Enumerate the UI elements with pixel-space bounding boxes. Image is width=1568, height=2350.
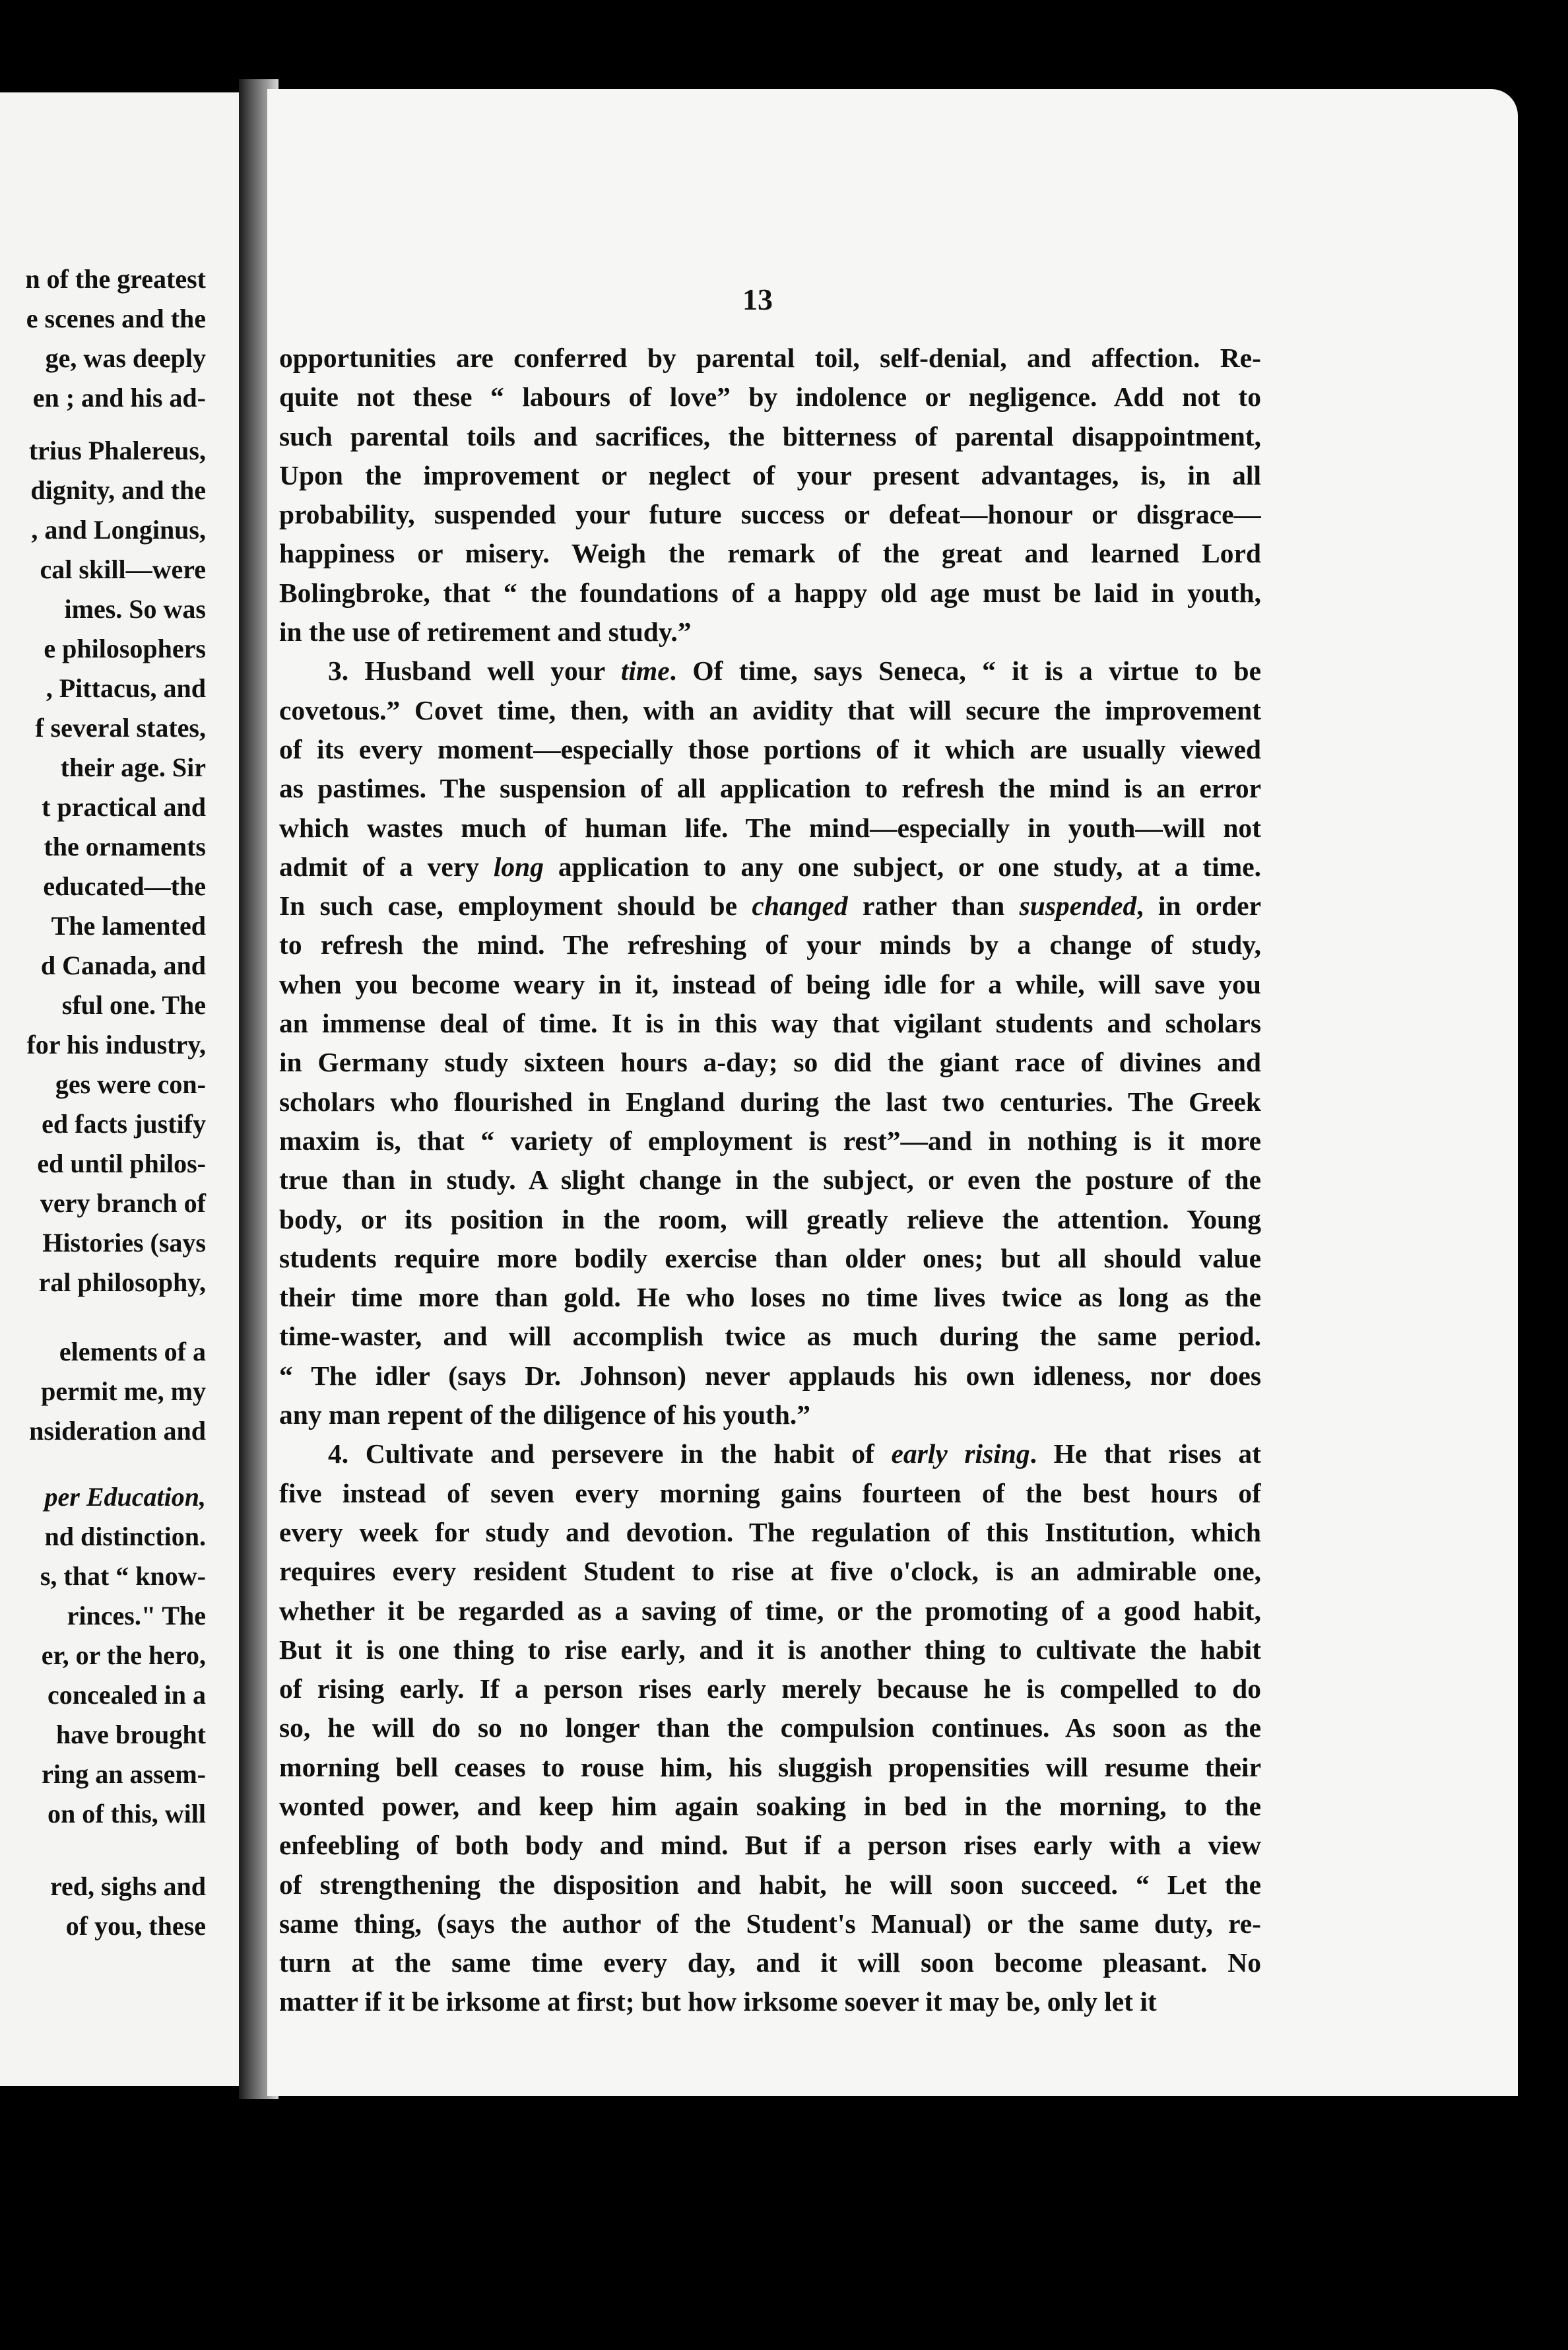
left-page-text-fragment: red, sighs and bbox=[49, 1871, 206, 1901]
left-page-text-fragment: cal skill—were bbox=[40, 554, 206, 584]
text-line: In such case, employment should be changed rather than suspended, in order bbox=[279, 890, 1261, 922]
left-page-text-fragment: trius Phalereus, bbox=[28, 436, 206, 465]
text-line: Bolingbroke, that “ the foundations of a happy old age must be laid in youth, bbox=[279, 577, 1261, 608]
text-line: students require more bodily exercise than older ones; but all should value bbox=[279, 1242, 1261, 1273]
text-line: admit of a very long application to any one subject, or one study, at a time. bbox=[279, 851, 1261, 882]
text-line: turn at the same time every day, and it will soon become pleasant. No bbox=[279, 1947, 1261, 1978]
text-line: 3. Husband well your time. Of time, says Seneca, “ it is a virtue to be bbox=[328, 655, 1261, 687]
text-line: as pastimes. The suspension of all application to refresh the mind is an error bbox=[279, 773, 1261, 804]
text-line: 4. Cultivate and persevere in the habit of early rising. He that rises at bbox=[328, 1438, 1261, 1469]
left-page-text-fragment: ral philosophy, bbox=[38, 1267, 206, 1297]
left-page-text-fragment: ge, was deeply bbox=[45, 343, 206, 373]
left-page-text-fragment: concealed in a bbox=[48, 1680, 206, 1710]
text-line: whether it be regarded as a saving of time, or the promoting of a good habit, bbox=[279, 1595, 1261, 1626]
left-page-text-fragment: educated—the bbox=[43, 871, 206, 901]
text-line: of rising early. If a person rises early merely because he is compelled to do bbox=[279, 1673, 1261, 1704]
text-line: five instead of seven every morning gains fourteen of the best hours of bbox=[279, 1477, 1261, 1508]
page-body-text bbox=[279, 339, 1261, 2022]
left-page-text-fragment: ring an assem- bbox=[42, 1759, 206, 1789]
left-page-text-fragment: f several states, bbox=[35, 713, 206, 743]
text-line: But it is one thing to rise early, and it is another thing to cultivate the habit bbox=[279, 1634, 1261, 1665]
left-page-text-fragment: ed facts justify bbox=[42, 1109, 206, 1139]
left-page-text-fragment: the ornaments bbox=[44, 832, 206, 861]
text-line: such parental toils and sacrifices, the bitterness of parental disappointment, bbox=[279, 420, 1261, 452]
left-page-text-fragment: elements of a bbox=[59, 1337, 206, 1366]
text-line: in the use of retirement and study.” bbox=[279, 617, 692, 648]
text-line: body, or its position in the room, will greatly relieve the attention. Young bbox=[279, 1203, 1261, 1234]
text-line: which wastes much of human life. The mind—especially in youth—will not bbox=[279, 812, 1261, 843]
text-line: every week for study and devotion. The regulation of this Institution, which bbox=[279, 1516, 1261, 1547]
text-line: their time more than gold. He who loses no time lives twice as long as the bbox=[279, 1282, 1261, 1313]
text-line: to refresh the mind. The refreshing of your minds by a change of study, bbox=[279, 929, 1261, 960]
left-page-text-fragment: dignity, and the bbox=[30, 475, 206, 505]
left-page-text-fragment: permit me, my bbox=[41, 1376, 206, 1406]
text-line: when you become weary in it, instead of being idle for a while, will save you bbox=[279, 968, 1261, 999]
text-line: scholars who flourished in England during the last two centuries. The Greek bbox=[279, 1086, 1261, 1117]
left-page-text-fragment: d Canada, and bbox=[40, 951, 206, 980]
left-page-text-fragment: per Education, bbox=[44, 1482, 206, 1512]
left-page-text-fragment: sful one. The bbox=[61, 990, 206, 1020]
text-line: quite not these “ labours of love” by indolence or negligence. Add not to bbox=[279, 382, 1261, 413]
text-line: enfeebling of both body and mind. But if a person rises early with a view bbox=[279, 1830, 1261, 1861]
left-page-text-fragment: e philosophers bbox=[44, 634, 206, 663]
text-line: time-waster, and will accomplish twice as much during the same period. bbox=[279, 1321, 1261, 1352]
text-line: happiness or misery. Weigh the remark of the great and learned Lord bbox=[279, 538, 1261, 569]
left-page-text-fragment: nd distinction. bbox=[44, 1522, 206, 1551]
text-line: probability, suspended your future success or defeat—honour or disgrace— bbox=[279, 499, 1261, 530]
left-page-text-fragment: Histories (says bbox=[42, 1228, 206, 1258]
previous-page-fragment bbox=[0, 92, 244, 2086]
text-line: wonted power, and keep him again soaking in bed in the morning, to the bbox=[279, 1790, 1261, 1821]
left-page-text-fragment: imes. So was bbox=[64, 594, 206, 624]
book-page bbox=[267, 89, 1518, 2096]
text-line: “ The idler (says Dr. Johnson) never applauds his own idleness, nor does bbox=[279, 1360, 1261, 1391]
text-line: covetous.” Covet time, then, with an avidity that will secure the improvement bbox=[279, 694, 1261, 725]
left-page-text-fragment: rinces." The bbox=[67, 1601, 206, 1630]
left-page-text-fragment: er, or the hero, bbox=[41, 1640, 206, 1670]
text-line: maxim is, that “ variety of employment is rest”—and in nothing is it more bbox=[279, 1125, 1261, 1156]
text-line: an immense deal of time. It is in this way that vigilant students and scholars bbox=[279, 1008, 1261, 1039]
left-page-text-fragment: very branch of bbox=[40, 1188, 206, 1218]
text-line: so, he will do so no longer than the compulsion continues. As soon as the bbox=[279, 1712, 1261, 1743]
left-page-text-fragment: on of this, will bbox=[47, 1799, 206, 1829]
left-page-text-fragment: for his industry, bbox=[26, 1030, 206, 1059]
text-line: true than in study. A slight change in the subject, or even the posture of the bbox=[279, 1164, 1261, 1195]
left-page-text-fragment: The lamented bbox=[51, 911, 206, 941]
page-number: 13 bbox=[742, 283, 773, 316]
text-line: any man repent of the diligence of his youth.” bbox=[279, 1399, 811, 1430]
text-line: of strengthening the disposition and habit, he will soon succeed. “ Let the bbox=[279, 1869, 1261, 1900]
left-page-text-fragment: e scenes and the bbox=[26, 304, 206, 333]
text-line: requires every resident Student to rise at five o'clock, is an admirable one, bbox=[279, 1556, 1261, 1587]
left-page-text-fragment: t practical and bbox=[42, 792, 206, 822]
text-line: in Germany study sixteen hours a-day; so did the giant race of divines and bbox=[279, 1047, 1261, 1078]
left-page-text-fragment: n of the greatest bbox=[25, 264, 206, 294]
text-line: Upon the improvement or neglect of your present advantages, is, in all bbox=[279, 459, 1261, 490]
text-line: same thing, (says the author of the Student's Manual) or the same duty, re- bbox=[279, 1908, 1261, 1939]
text-line: morning bell ceases to rouse him, his sluggish propensities will resume their bbox=[279, 1751, 1261, 1782]
left-page-text-fragment: s, that “ know- bbox=[40, 1561, 206, 1591]
left-page-text-fragment: their age. Sir bbox=[60, 753, 206, 782]
left-page-text-fragment: of you, these bbox=[65, 1911, 206, 1941]
text-line: of its every moment—especially those portions of it which are usually viewed bbox=[279, 733, 1261, 764]
left-page-text-fragment: nsideration and bbox=[29, 1416, 206, 1446]
text-line: opportunities are conferred by parental toil, self-denial, and affection. Re- bbox=[279, 343, 1261, 373]
left-page-text-fragment: ges were con- bbox=[55, 1069, 206, 1099]
left-page-text-fragment: , and Longinus, bbox=[31, 515, 206, 545]
left-page-text-fragment: en ; and his ad- bbox=[32, 383, 206, 413]
text-line: matter if it be irksome at first; but how irksome soever it may be, only let it bbox=[279, 1986, 1157, 2017]
left-page-text-fragment: ed until philos- bbox=[37, 1149, 206, 1178]
left-page-text-fragment: , Pittacus, and bbox=[46, 673, 206, 703]
left-page-text-fragment: have brought bbox=[55, 1720, 206, 1749]
